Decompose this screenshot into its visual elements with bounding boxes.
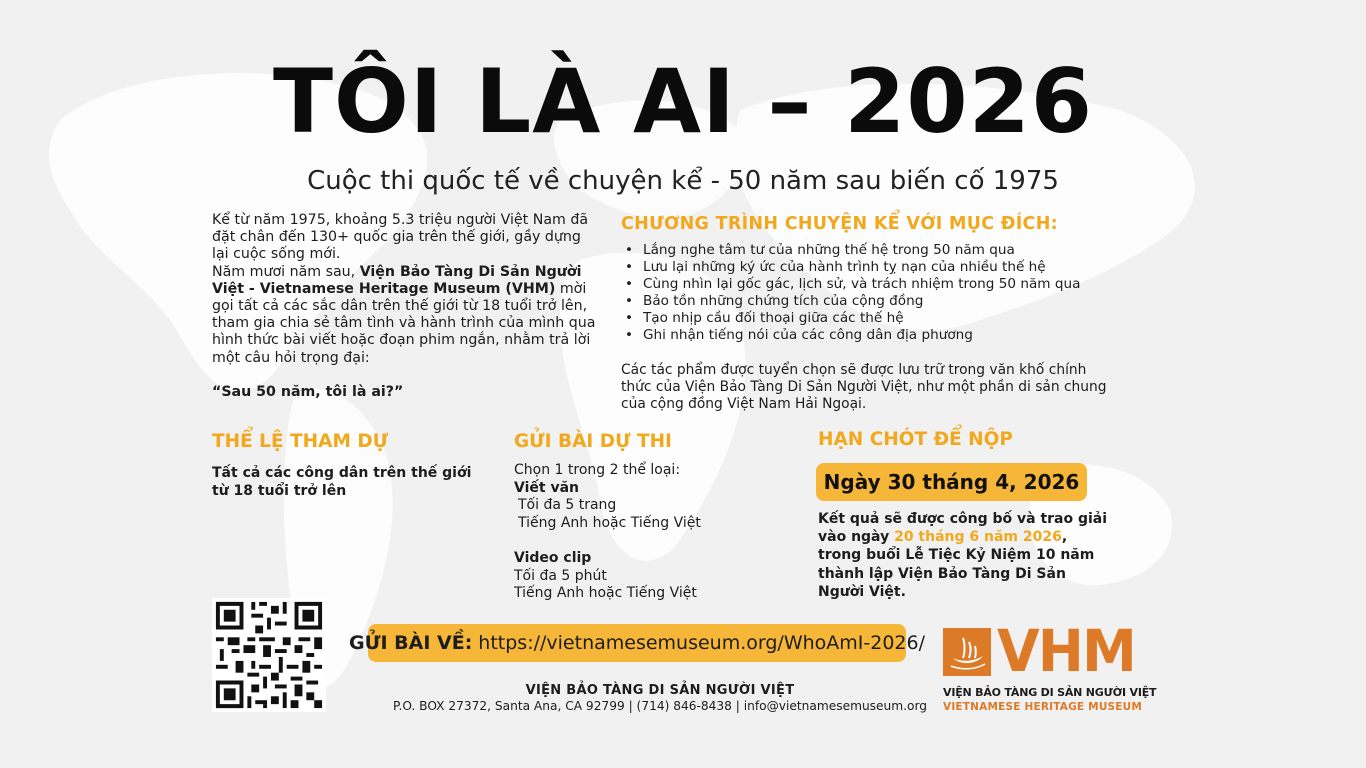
result-text-start: Kết quả sẽ được công bố và trao giải vào ngày [818, 511, 1108, 546]
deadline-heading: HẠN CHÓT ĐỂ NỘP [818, 429, 1013, 450]
submit-url-link[interactable]: https://vietnamesemuseum.org/WhoAmI-2026/ [478, 632, 926, 654]
purpose-note: Các tác phẩm được tuyển chọn sẽ được lưu trữ trong văn khố chính thức của Viện Bảo Tàng Di Sản Người Việt, như một phần di sản chung của cộng đồng Việt Nam Hải Ngoại. [621, 362, 1107, 412]
submit-url-bar[interactable] [348, 624, 926, 662]
purpose-item: • Lắng nghe tâm tư của những thế hệ trong 50 năm qua [621, 242, 1080, 259]
purpose-item: • Lưu lại những ký ức của hành trình tỵ nạn của nhiều thế hệ [621, 259, 1080, 276]
intro-paragraph-1: Kể từ năm 1975, khoảng 5.3 triệu người Việt Nam đã đặt chân đến 130+ quốc gia trên thế giới, gầy dựng lại cuộc sống mới. [212, 212, 589, 263]
qr-code-icon[interactable] [212, 598, 326, 712]
rules-text: Tất cả các công dân trên thế giới từ 18 tuổi trở lên [212, 465, 472, 499]
page-subtitle: Cuộc thi quốc tế về chuyện kể - 50 năm sau biến cố 1975 [307, 166, 1059, 196]
writing-language: Tiếng Anh hoặc Tiếng Việt [518, 514, 701, 531]
submission-intro: Chọn 1 trong 2 thể loại: [514, 462, 681, 478]
intro-quote: “Sau 50 năm, tôi là ai?” [212, 383, 404, 400]
purpose-item: • Cùng nhìn lại gốc gác, lịch sử, và trách nhiệm trong 50 năm qua [621, 276, 1080, 293]
submit-label: GỬI BÀI VỀ: [348, 632, 473, 654]
intro-text-end: mời gọi tất cả các sắc dân trên thế giới từ 18 tuổi trở lên, tham gia chia sẻ tâm tình và hành trình của mình qua hình thức bài viết hoặc đoạn phim ngắn, nhằm trả lời một câu hỏi trọng đại: [212, 280, 596, 366]
logo-name-english: VIETNAMESE HERITAGE MUSEUM [943, 701, 1143, 713]
intro-text-start: Năm mươi năm sau, [212, 263, 360, 280]
boat-logo-icon [943, 628, 991, 676]
footer-org-name: VIỆN BẢO TÀNG DI SẢN NGƯỜI VIỆT [525, 683, 795, 698]
writing-category-label: Viết văn [514, 479, 579, 496]
submission-details [514, 462, 774, 603]
result-text-end: , trong buổi Lễ Tiệc Kỷ Niệm 10 năm thành lập Viện Bảo Tàng Di Sản Người Việt. [818, 529, 1095, 600]
logo-name-vietnamese: VIỆN BẢO TÀNG DI SẢN NGƯỜI VIỆT [943, 686, 1157, 699]
video-language: Tiếng Anh hoặc Tiếng Việt [514, 585, 697, 602]
writing-limit: Tối đa 5 trang [518, 497, 617, 514]
video-category-label: Video clip [514, 549, 592, 566]
submission-heading: GỬI BÀI DỰ THI [514, 431, 672, 452]
footer-contact: P.O. BOX 27372, Santa Ana, CA 92799 | (714) 846-8438 | info@vietnamesemuseum.org [393, 699, 927, 713]
video-limit: Tối đa 5 phút [514, 567, 607, 584]
intro-paragraph-2 [212, 264, 597, 367]
spacer [514, 532, 774, 550]
purpose-item: • Tạo nhịp cầu đối thoại giữa các thế hệ [621, 310, 1080, 327]
deadline-date-badge: Ngày 30 tháng 4, 2026 [816, 463, 1087, 501]
page-title: TÔI LÀ AI – 2026 [272, 50, 1094, 153]
purpose-heading: CHƯƠNG TRÌNH CHUYỆN KỂ VỚI MỤC ĐÍCH: [621, 214, 1058, 234]
intro-org-name: Viện Bảo Tàng Di Sản Người Việt - Vietnamese Heritage Museum (VHM) [212, 263, 582, 297]
purpose-item: • Bảo tồn những chứng tích của cộng đồng [621, 293, 1080, 310]
rules-heading: THỂ LỆ THAM DỰ [212, 431, 389, 452]
vhm-logo-text: VHM [997, 617, 1135, 685]
purpose-list [621, 242, 1080, 344]
result-announcement [818, 510, 1108, 601]
purpose-item: • Ghi nhận tiếng nói của các công dân địa phương [621, 327, 1080, 344]
result-date: 20 tháng 6 năm 2026 [894, 529, 1062, 546]
intro-section [212, 212, 597, 401]
